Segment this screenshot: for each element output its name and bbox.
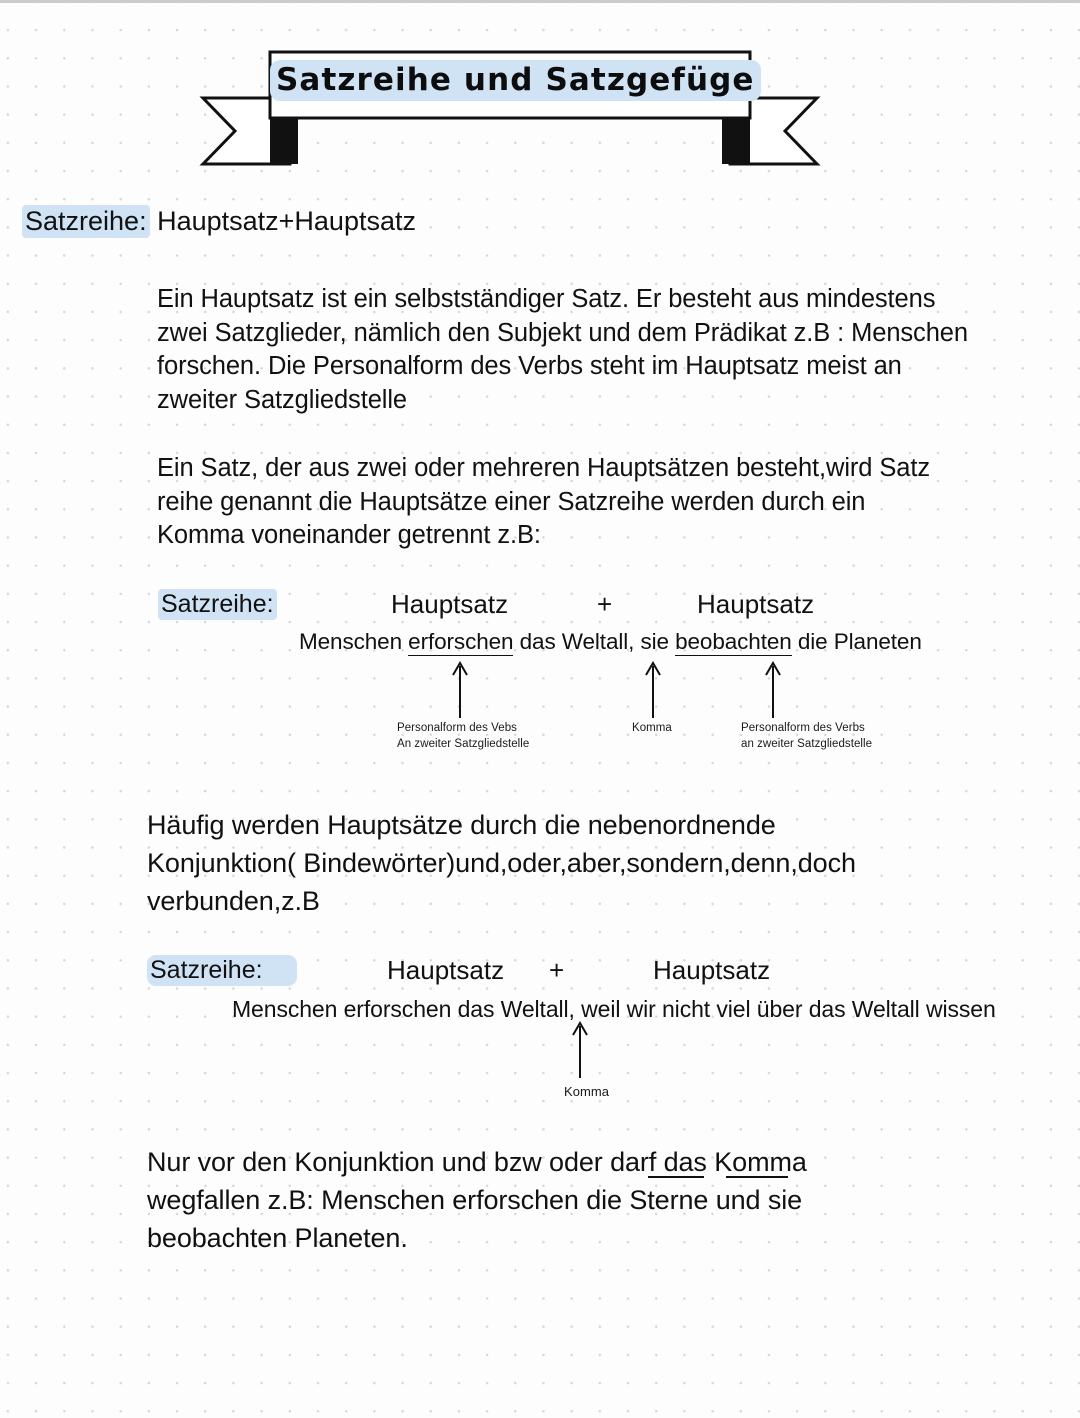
example2-right-clause: Hauptsatz (653, 955, 771, 985)
example2-sentence: Menschen erforschen das Weltall, weil wir nicht viel über das Weltall wissen (232, 996, 996, 1022)
underline-oder (726, 1176, 788, 1178)
example1-annotation-1 (397, 720, 529, 752)
paragraph-line: Häufig werden Hauptsätze durch die nebenordnende (147, 810, 776, 840)
paragraph-line: Konjunktion( Bindewörter)und,oder,aber,sondern,denn,doch (147, 848, 856, 878)
paragraph-line: Ein Satz, der aus zwei oder mehreren Hauptsätzen besteht,wird Satz (157, 454, 930, 482)
example1-sentence (299, 629, 922, 655)
example2-operator: + (549, 955, 565, 985)
example1-verb-2: beobachten (675, 629, 792, 654)
example1-verb-1: erforschen (408, 629, 514, 654)
example1-arrows (380, 660, 800, 722)
paragraph-line: reihe genannt die Hauptsätze einer Satzreihe werden durch ein (157, 487, 866, 516)
banner-left-fold (270, 118, 298, 164)
lead-definition (22, 206, 416, 237)
paragraph-line: Nur vor den Konjunktion und bzw oder darf das Komma (147, 1147, 807, 1177)
example1-sentence-part-e: die Planeten (791, 629, 922, 654)
example1-label-text: Satzreihe: (158, 589, 277, 620)
example1-operator: + (597, 589, 613, 619)
paragraph-line: Komma voneinander getrennt z.B: (157, 521, 541, 549)
underline-und (648, 1176, 704, 1178)
annotation-line: an zweiter Satzgliedstelle (741, 738, 873, 750)
example1-right-clause: Hauptsatz (697, 589, 815, 619)
paragraph-line: zwei Satzglieder, nämlich den Subjekt und dem Prädikat z.B : Menschen (157, 318, 968, 347)
example2-annotation: Komma (564, 1084, 610, 1099)
example2-label-text: Satzreihe: (147, 955, 297, 986)
paragraph-komma-wegfall (147, 1143, 1080, 1257)
annotation-line: An zweiter Satzgliedstelle (397, 738, 530, 750)
page-title-text: Satzreihe und Satzgefüge (270, 60, 761, 101)
example1-annotation-3 (741, 720, 872, 752)
paragraph-konjunktionen (147, 806, 1080, 920)
example2-left-clause: Hauptsatz (387, 955, 505, 985)
example1-sentence-part-a: Menschen (299, 629, 409, 654)
paragraph-line: beobachten Planeten. (147, 1223, 408, 1253)
page-title (270, 62, 755, 98)
banner-right-fold (722, 118, 750, 164)
example1-label (158, 590, 277, 619)
annotation-line: Komma (632, 722, 672, 734)
example1-annotation-2 (632, 720, 672, 736)
example1-left-clause: Hauptsatz (391, 589, 509, 619)
lead-formula: Hauptsatz+Hauptsatz (149, 206, 416, 236)
paragraph-line: forschen. Die Personalform des Verbs steht im Hauptsatz meist an (157, 352, 902, 380)
lead-label: Satzreihe: (22, 205, 150, 238)
paragraph-satzreihe-definition (157, 452, 1080, 553)
title-banner (195, 46, 825, 171)
paragraph-line: wegfallen z.B: Menschen erforschen die Sterne und sie (147, 1185, 803, 1215)
annotation-line: Personalform des Verbs (741, 722, 865, 734)
example2-arrow (560, 1018, 600, 1080)
paragraph-line: Ein Hauptsatz ist ein selbstständiger Satz. Er besteht aus mindestens (157, 285, 936, 313)
paragraph-hauptsatz-definition (157, 283, 1080, 417)
page-top-edge (0, 0, 1080, 3)
example2-label (147, 956, 297, 985)
annotation-line: Personalform des Vebs (397, 722, 517, 734)
paragraph-line: verbunden,z.B (147, 886, 320, 916)
example1-sentence-part-c: das Weltall, sie (513, 629, 676, 654)
paragraph-line: zweiter Satzgliedstelle (157, 385, 407, 414)
